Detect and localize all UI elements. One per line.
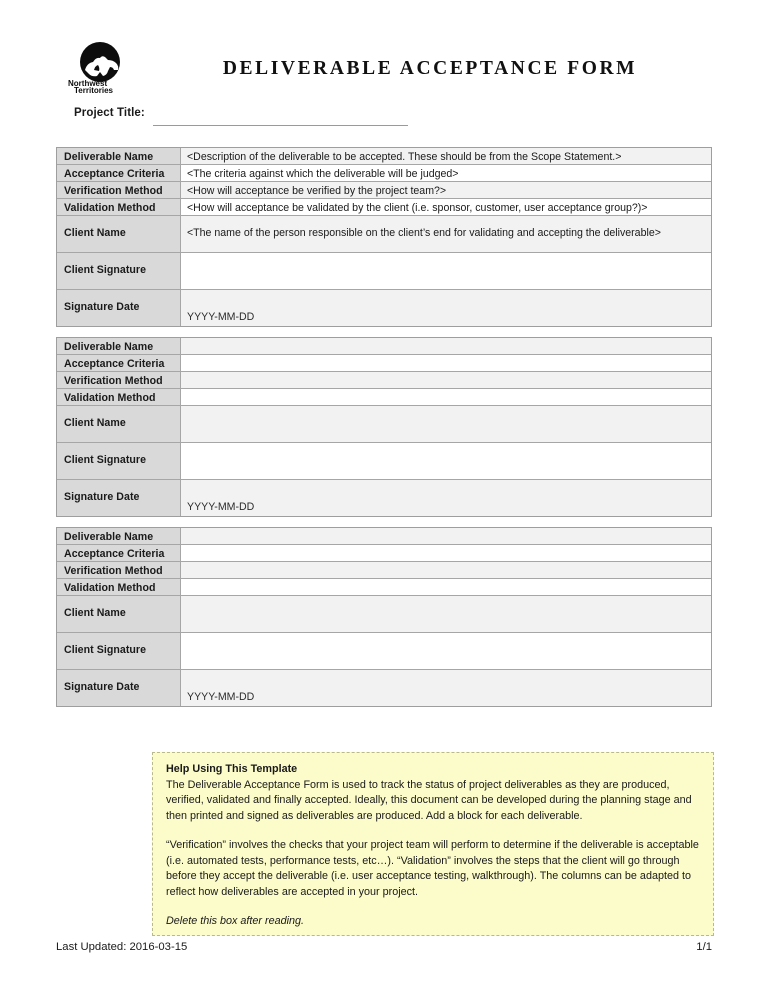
row-value-client-signature[interactable] bbox=[181, 253, 711, 289]
project-title-field bbox=[74, 107, 494, 129]
row-label-signature-date: Signature Date bbox=[57, 480, 181, 516]
table-row bbox=[57, 148, 711, 165]
row-value-acceptance-criteria[interactable]: <The criteria against which the deliverable will be judged> bbox=[181, 165, 711, 181]
table-row bbox=[57, 545, 711, 562]
row-label-client-signature: Client Signature bbox=[57, 253, 181, 289]
table-row bbox=[57, 216, 711, 253]
table-row bbox=[57, 290, 711, 326]
row-value-deliverable-name[interactable]: <Description of the deliverable to be accepted. These should be from the Scope Statement.> bbox=[181, 148, 711, 164]
row-label-signature-date: Signature Date bbox=[57, 290, 181, 326]
row-value-validation-method[interactable] bbox=[181, 389, 711, 405]
signature-date-placeholder: YYYY-MM-DD bbox=[187, 691, 255, 703]
table-row bbox=[57, 406, 711, 443]
row-label-acceptance-criteria: Acceptance Criteria bbox=[57, 165, 181, 181]
page-title: DELIVERABLE ACCEPTANCE FORM bbox=[222, 58, 638, 79]
row-value-signature-date[interactable] bbox=[181, 290, 711, 326]
help-callout-box bbox=[152, 752, 714, 936]
table-row bbox=[57, 199, 711, 216]
table-row bbox=[57, 182, 711, 199]
help-title: Help Using This Template bbox=[166, 763, 298, 775]
row-label-deliverable-name: Deliverable Name bbox=[57, 338, 181, 354]
table-row bbox=[57, 443, 711, 480]
row-value-client-name[interactable] bbox=[181, 596, 711, 632]
table-row bbox=[57, 480, 711, 516]
table-row bbox=[57, 528, 711, 545]
project-title-input-rule[interactable] bbox=[153, 125, 408, 126]
row-label-validation-method: Validation Method bbox=[57, 389, 181, 405]
row-value-client-name[interactable] bbox=[181, 406, 711, 442]
row-label-deliverable-name: Deliverable Name bbox=[57, 528, 181, 544]
row-label-validation-method: Validation Method bbox=[57, 579, 181, 595]
row-value-verification-method[interactable]: <How will acceptance be verified by the project team?> bbox=[181, 182, 711, 198]
table-row bbox=[57, 338, 711, 355]
table-row bbox=[57, 389, 711, 406]
deliverable-block bbox=[56, 147, 712, 327]
help-paragraph-3: Delete this box after reading. bbox=[166, 915, 305, 927]
row-label-validation-method: Validation Method bbox=[57, 199, 181, 215]
table-row bbox=[57, 633, 711, 670]
row-value-deliverable-name[interactable] bbox=[181, 528, 711, 544]
row-value-signature-date[interactable] bbox=[181, 670, 711, 706]
help-paragraph-1: The Deliverable Acceptance Form is used to track the status of project deliverables as they are produced, verified, validated and finally accepted. Ideally, this document can be developed during the planning stage and then printed and signed as deliverables are produced. Add a block for each deliverable. bbox=[166, 778, 692, 822]
document-footer bbox=[56, 938, 712, 956]
deliverable-block bbox=[56, 337, 712, 517]
row-value-deliverable-name[interactable] bbox=[181, 338, 711, 354]
row-value-verification-method[interactable] bbox=[181, 562, 711, 578]
table-row bbox=[57, 596, 711, 633]
signature-date-placeholder: YYYY-MM-DD bbox=[187, 311, 255, 323]
deliverable-block bbox=[56, 527, 712, 707]
row-value-acceptance-criteria[interactable] bbox=[181, 355, 711, 371]
row-value-acceptance-criteria[interactable] bbox=[181, 545, 711, 561]
row-label-acceptance-criteria: Acceptance Criteria bbox=[57, 545, 181, 561]
row-label-client-name: Client Name bbox=[57, 216, 181, 252]
row-label-verification-method: Verification Method bbox=[57, 372, 181, 388]
svg-text:Territories: Territories bbox=[74, 86, 113, 95]
table-row bbox=[57, 670, 711, 706]
table-row bbox=[57, 355, 711, 372]
row-value-client-name[interactable]: <The name of the person responsible on the client’s end for validating and accepting the deliverable> bbox=[181, 216, 711, 252]
row-value-client-signature[interactable] bbox=[181, 443, 711, 479]
project-title-label: Project Title: bbox=[74, 107, 145, 119]
table-row bbox=[57, 253, 711, 290]
row-label-client-signature: Client Signature bbox=[57, 443, 181, 479]
row-value-client-signature[interactable] bbox=[181, 633, 711, 669]
row-label-signature-date: Signature Date bbox=[57, 670, 181, 706]
row-value-validation-method[interactable]: <How will acceptance be validated by the client (i.e. sponsor, customer, user acceptance group?)> bbox=[181, 199, 711, 215]
table-row bbox=[57, 165, 711, 182]
signature-date-placeholder: YYYY-MM-DD bbox=[187, 501, 255, 513]
document-header bbox=[0, 0, 768, 100]
northwest-territories-logo-icon bbox=[66, 40, 128, 96]
row-label-client-name: Client Name bbox=[57, 406, 181, 442]
table-row bbox=[57, 372, 711, 389]
row-label-acceptance-criteria: Acceptance Criteria bbox=[57, 355, 181, 371]
footer-page-number: 1/1 bbox=[696, 941, 712, 953]
row-label-deliverable-name: Deliverable Name bbox=[57, 148, 181, 164]
row-label-client-signature: Client Signature bbox=[57, 633, 181, 669]
footer-last-updated: Last Updated: 2016-03-15 bbox=[56, 941, 188, 953]
row-label-client-name: Client Name bbox=[57, 596, 181, 632]
help-paragraph-2: “Verification” involves the checks that your project team will perform to determine if the deliverable is acceptable (i.e. automated tests, performance tests, etc…). “Validation” involves the steps that the client will go through before they accept the deliverable (i.e. user acceptance testing, walkthrough). The columns can be adapted to reflect how deliverables are accepted in your project. bbox=[166, 839, 699, 898]
table-row bbox=[57, 579, 711, 596]
row-label-verification-method: Verification Method bbox=[57, 182, 181, 198]
row-value-signature-date[interactable] bbox=[181, 480, 711, 516]
row-label-verification-method: Verification Method bbox=[57, 562, 181, 578]
row-value-validation-method[interactable] bbox=[181, 579, 711, 595]
table-row bbox=[57, 562, 711, 579]
svg-text:Northwest: Northwest bbox=[68, 79, 108, 88]
row-value-verification-method[interactable] bbox=[181, 372, 711, 388]
